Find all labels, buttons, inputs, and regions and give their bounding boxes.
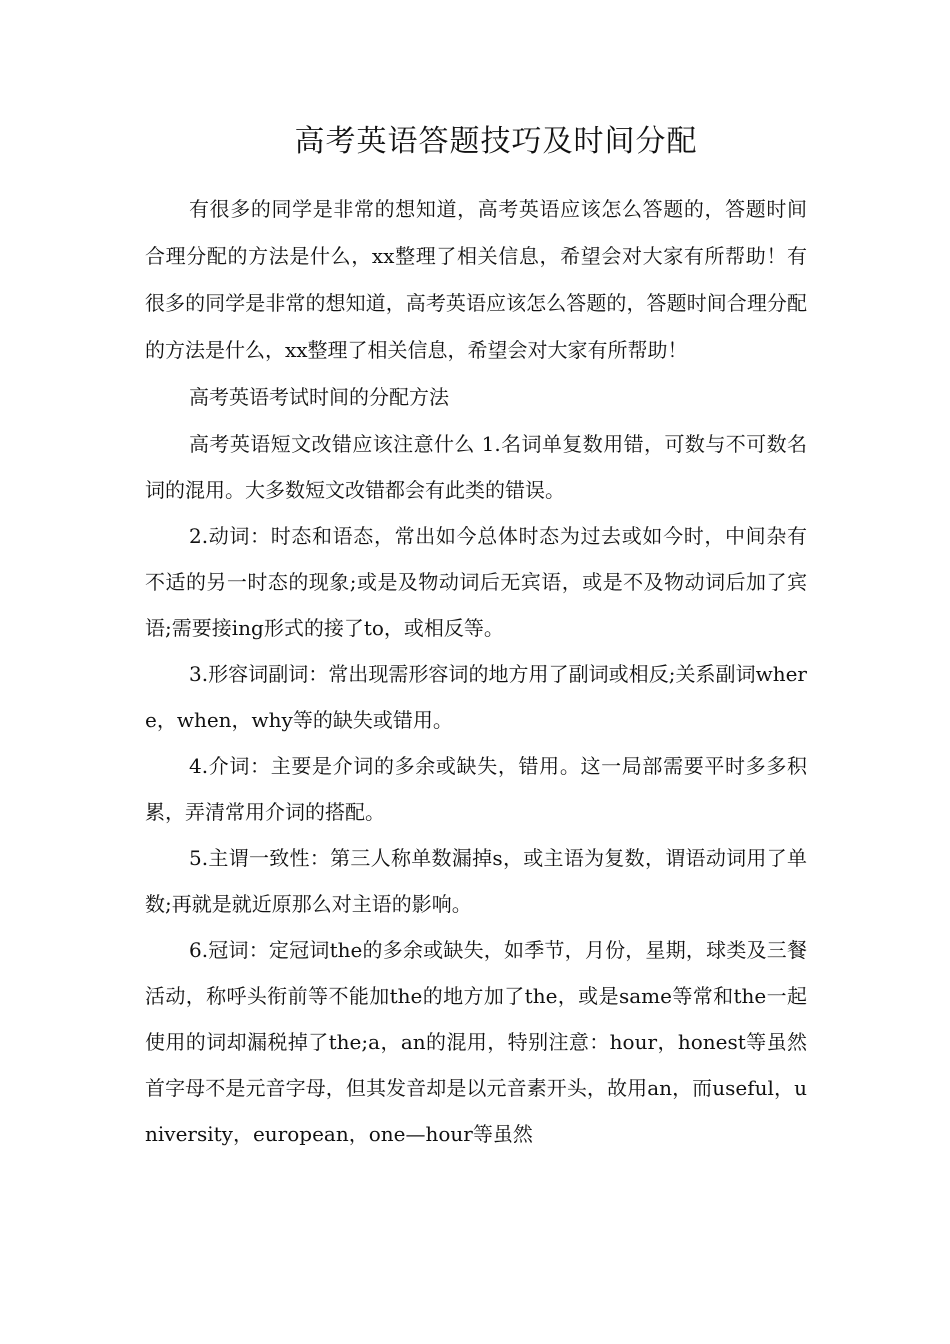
paragraph-item-2: 2.动词：时态和语态，常出如今总体时态为过去或如今时，中间杂有不适的另一时态的现象;或是及物动词后无宾语，或是不及物动词后加了宾语;需要接ing形式的接了to，或相反等。 <box>145 524 807 640</box>
document-body <box>145 118 807 1157</box>
document-title: 高考英语答题技巧及时间分配 <box>294 124 698 159</box>
paragraph-intro: 有很多的同学是非常的想知道，高考英语应该怎么答题的，答题时间合理分配的方法是什么，xx整理了相关信息，希望会对大家有所帮助！有很多的同学是非常的想知道，高考英语应该怎么答题的，答题时间合理分配的方法是什么，xx整理了相关信息，希望会对大家有所帮助！ <box>145 197 807 362</box>
paragraph-heading: 高考英语考试时间的分配方法 <box>189 385 449 409</box>
paragraph-item-3: 3.形容词副词：常出现需形容词的地方用了副词或相反;关系副词where，when，why等的缺失或错用。 <box>145 662 807 732</box>
paragraph-item-6: 6.冠词：定冠词the的多余或缺失，如季节，月份，星期，球类及三餐活动，称呼头衔前等不能加the的地方加了the，或是same等常和the一起使用的词却漏税掉了the;a，an的混用，特别注意：hour，honest等虽然首字母不是元音字母，但其发音却是以元音素开头，故用an，而useful，university，european，one—hour等虽然 <box>145 938 807 1146</box>
paragraph-item-1: 高考英语短文改错应该注意什么 1.名词单复数用错，可数与不可数名词的混用。大多数短文改错都会有此类的错误。 <box>145 432 807 502</box>
paragraph-item-5: 5.主谓一致性：第三人称单数漏掉s，或主语为复数，谓语动词用了单数;再就是就近原那么对主语的影响。 <box>145 846 807 916</box>
paragraph-item-4: 4.介词：主要是介词的多余或缺失，错用。这一局部需要平时多多积累，弄清常用介词的搭配。 <box>145 754 807 824</box>
